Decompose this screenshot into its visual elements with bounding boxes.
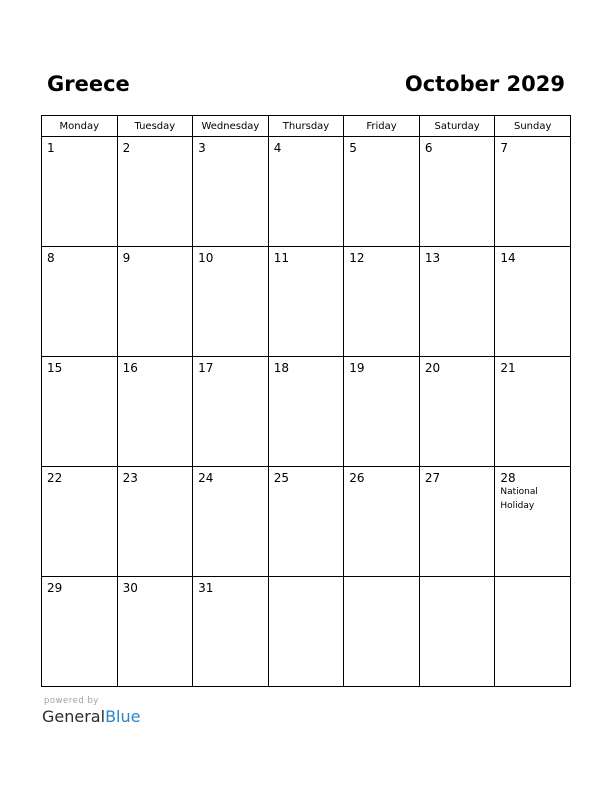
day-cell xyxy=(42,357,118,467)
day-number: 15 xyxy=(47,361,63,375)
day-cell xyxy=(42,247,118,357)
week-row xyxy=(42,577,571,687)
day-number: 8 xyxy=(47,251,55,265)
brand-wordmark xyxy=(42,707,140,727)
brand-logo[interactable] xyxy=(42,696,140,727)
weekday-header: Wednesday xyxy=(193,116,269,137)
day-cell xyxy=(419,577,495,687)
day-cell xyxy=(193,247,269,357)
day-cell xyxy=(419,137,495,247)
day-cell xyxy=(495,137,571,247)
week-row xyxy=(42,467,571,577)
brand-part-blue: Blue xyxy=(105,707,141,726)
day-number: 6 xyxy=(424,141,433,155)
day-cell xyxy=(42,137,118,247)
day-number: 27 xyxy=(424,471,441,485)
day-cell xyxy=(42,467,118,577)
day-cell xyxy=(495,577,571,687)
day-number: 24 xyxy=(198,471,214,485)
day-number: 5 xyxy=(349,141,357,155)
day-cell xyxy=(344,247,420,357)
weekday-header-row xyxy=(42,116,571,137)
day-cell xyxy=(419,247,495,357)
day-cell xyxy=(117,467,193,577)
day-number: 11 xyxy=(273,251,289,265)
weekday-header: Thursday xyxy=(268,116,344,137)
day-number xyxy=(495,577,570,581)
day-cell xyxy=(268,357,344,467)
day-number: 10 xyxy=(198,251,214,265)
week-row xyxy=(42,137,571,247)
weekday-header: Tuesday xyxy=(117,116,193,137)
weekday-header: Sunday xyxy=(495,116,571,137)
day-number xyxy=(420,577,495,581)
day-cell xyxy=(268,137,344,247)
day-number: 1 xyxy=(47,141,55,155)
day-number: 22 xyxy=(47,471,63,485)
day-number: 18 xyxy=(273,361,289,375)
weekday-header: Friday xyxy=(344,116,420,137)
day-cell xyxy=(193,467,269,577)
week-row xyxy=(42,357,571,467)
day-number: 19 xyxy=(349,361,365,375)
calendar-grid xyxy=(41,115,571,687)
day-number xyxy=(344,577,419,581)
day-number: 9 xyxy=(122,251,131,265)
day-number: 14 xyxy=(500,251,516,265)
day-number: 7 xyxy=(500,141,509,155)
weekday-header: Saturday xyxy=(419,116,495,137)
day-number: 20 xyxy=(424,361,441,375)
day-cell xyxy=(344,577,420,687)
day-cell xyxy=(344,357,420,467)
day-cell xyxy=(117,357,193,467)
day-cell xyxy=(495,357,571,467)
day-cell xyxy=(268,247,344,357)
day-cell xyxy=(495,467,571,577)
day-cell xyxy=(344,467,420,577)
day-cell xyxy=(419,357,495,467)
country-title: Greece xyxy=(47,72,130,96)
day-cell xyxy=(495,247,571,357)
day-number: 31 xyxy=(198,581,214,595)
day-number: 28 xyxy=(500,471,516,485)
holiday-label: National Holiday xyxy=(500,487,538,511)
day-cell xyxy=(268,577,344,687)
day-number: 16 xyxy=(122,361,138,375)
day-cell xyxy=(42,577,118,687)
day-number: 3 xyxy=(198,141,206,155)
weekday-header: Monday xyxy=(42,116,118,137)
day-number xyxy=(269,577,344,581)
day-number: 29 xyxy=(47,581,63,595)
day-cell xyxy=(193,357,269,467)
day-number: 12 xyxy=(349,251,365,265)
day-cell xyxy=(193,577,269,687)
day-number: 13 xyxy=(424,251,441,265)
day-number: 30 xyxy=(122,581,138,595)
day-cell xyxy=(117,137,193,247)
day-cell xyxy=(117,247,193,357)
day-cell xyxy=(117,577,193,687)
week-row xyxy=(42,247,571,357)
day-cell xyxy=(344,137,420,247)
day-number: 23 xyxy=(122,471,138,485)
day-number: 25 xyxy=(273,471,289,485)
day-number: 21 xyxy=(500,361,516,375)
day-number: 2 xyxy=(122,141,131,155)
month-year-title: October 2029 xyxy=(404,72,565,96)
day-cell xyxy=(268,467,344,577)
day-cell xyxy=(419,467,495,577)
powered-by-text: powered by xyxy=(44,696,99,706)
day-number: 26 xyxy=(349,471,365,485)
day-cell xyxy=(193,137,269,247)
brand-part-general: General xyxy=(42,707,106,726)
day-number: 17 xyxy=(198,361,214,375)
day-number: 4 xyxy=(273,141,282,155)
